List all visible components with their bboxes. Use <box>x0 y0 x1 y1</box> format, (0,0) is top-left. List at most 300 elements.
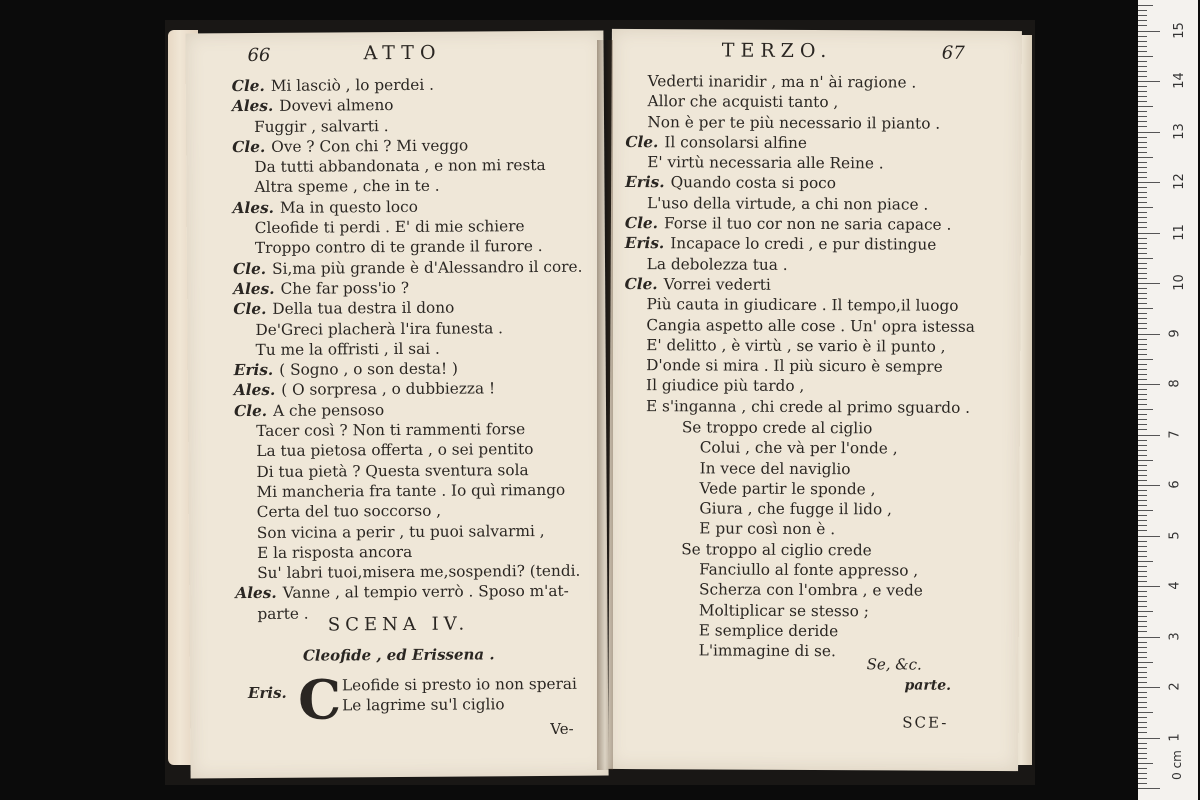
verse-line <box>625 193 976 215</box>
ruler-number: 8 <box>1167 379 1183 388</box>
ruler-tick <box>1138 621 1147 622</box>
ruler-tick <box>1138 76 1147 77</box>
ruler-tick <box>1138 515 1147 516</box>
speaker-label: Cle. <box>624 214 659 233</box>
verse-line <box>625 172 976 194</box>
verse-text: Tacer così ? Non ti rammenti forse <box>256 420 526 441</box>
ruler-tick <box>1138 334 1160 335</box>
ruler-tick <box>1138 707 1147 708</box>
ruler-tick <box>1138 5 1153 6</box>
right-page-number: 67 <box>941 42 965 64</box>
ruler-tick <box>1138 71 1147 72</box>
ruler-tick <box>1138 91 1147 92</box>
ruler-tick <box>1138 121 1147 122</box>
ruler-tick <box>1138 753 1147 754</box>
verse-text: Che far poss'io ? <box>280 278 410 298</box>
aria-line: E semplice deride <box>698 621 839 641</box>
verse-text: Non è per te più necessario il pianto . <box>647 112 941 133</box>
speaker-label: Eris. <box>625 173 665 192</box>
verse-line <box>624 375 975 397</box>
ruler-tick <box>1138 308 1153 309</box>
speaker-label: Eris. <box>624 234 665 253</box>
ruler-tick <box>1138 429 1147 430</box>
left-page <box>185 31 608 779</box>
ruler-tick <box>1138 364 1147 365</box>
ruler-tick <box>1138 349 1147 350</box>
scene-line: Le lagrime su'l ciglio <box>342 695 505 715</box>
ruler-tick <box>1138 642 1147 643</box>
verse-line <box>625 132 976 154</box>
ruler-tick <box>1138 187 1147 188</box>
verse-line <box>232 114 581 137</box>
ruler-tick <box>1138 217 1147 218</box>
scene-speaker: Eris. <box>247 683 287 703</box>
ruler-number: 15 <box>1171 21 1187 39</box>
speaker-label: Ales. <box>235 584 277 603</box>
aria-line: Vede partir le sponde , <box>699 479 876 499</box>
ruler-tick <box>1138 773 1147 774</box>
ruler-tick <box>1138 46 1147 47</box>
verse-line <box>234 419 583 442</box>
verse-text: Si,ma più grande è d'Alessandro il core. <box>272 257 583 278</box>
ruler-tick <box>1138 268 1147 269</box>
verse-text: E' delitto , è virtù , se vario è il punto , <box>646 335 946 356</box>
ruler-tick <box>1138 626 1147 627</box>
verse-line <box>234 358 583 381</box>
ruler-tick <box>1138 611 1153 612</box>
ruler-tick <box>1138 399 1147 400</box>
ruler-tick <box>1138 379 1147 380</box>
ruler-tick <box>1138 727 1147 728</box>
ruler-tick <box>1138 455 1147 456</box>
ruler-tick <box>1138 778 1147 779</box>
ruler-tick <box>1138 41 1147 42</box>
verse-line <box>233 297 582 320</box>
ruler-tick <box>1138 31 1160 32</box>
ruler-tick <box>1138 303 1147 304</box>
ruler-tick <box>1138 263 1147 264</box>
verse-text: Quando costa si poco <box>670 173 837 193</box>
ruler-tick <box>1138 551 1147 552</box>
ruler-tick <box>1138 677 1147 678</box>
left-running-header: ATTO <box>363 41 442 65</box>
ruler-tick <box>1138 132 1160 133</box>
ruler-tick <box>1138 480 1147 481</box>
verse-text: Certa del tuo soccorso , <box>256 501 442 522</box>
ruler-tick <box>1138 172 1147 173</box>
verse-line <box>626 91 977 113</box>
verse-line <box>235 561 584 584</box>
ruler-tick <box>1138 788 1160 789</box>
ruler-tick <box>1138 783 1147 784</box>
ruler-tick <box>1138 667 1147 668</box>
ruler-tick <box>1138 596 1147 597</box>
ruler-tick <box>1138 197 1147 198</box>
ruler-tick <box>1138 561 1153 562</box>
verse-text: E s'inganna , chi crede al primo sguardo . <box>645 396 971 417</box>
aria-line: Se troppo al ciglio crede <box>681 540 872 560</box>
verse-text: La tua pietosa offerta , o sei pentito <box>256 440 534 461</box>
verse-text: D'onde si mira . Il più sicuro è sempre <box>646 356 943 376</box>
ruler-tick <box>1138 536 1160 537</box>
verse-line <box>233 256 582 279</box>
ruler-tick <box>1138 445 1147 446</box>
ruler-tick <box>1138 616 1147 617</box>
ruler-tick <box>1138 96 1147 97</box>
verse-text: Mi lasciò , lo perdei . <box>270 75 435 95</box>
ruler-tick <box>1138 66 1147 67</box>
left-catchword: Ve- <box>550 719 574 738</box>
ruler-tick <box>1138 182 1160 183</box>
ruler-tick <box>1138 369 1147 370</box>
ruler-tick <box>1138 278 1147 279</box>
speaker-label: Cle. <box>624 274 658 294</box>
ruler-tick <box>1138 652 1147 653</box>
ruler-number: 4 <box>1167 581 1183 590</box>
ruler-tick <box>1138 222 1147 223</box>
ruler-tick <box>1138 763 1153 764</box>
verse-line <box>624 396 975 418</box>
verse-line <box>625 152 976 174</box>
verse-line <box>234 378 583 401</box>
verse-line <box>235 500 584 523</box>
ruler-tick <box>1138 86 1147 87</box>
ruler-tick <box>1138 25 1147 26</box>
ruler-tick <box>1138 404 1147 405</box>
ruler-tick <box>1138 192 1147 193</box>
ruler-tick <box>1138 142 1147 143</box>
verse-text: Il consolarsi alfine <box>664 133 807 152</box>
verse-line <box>234 439 583 462</box>
ruler-tick <box>1138 525 1147 526</box>
verse-text: E la risposta ancora <box>256 542 413 562</box>
scene-title: SCENA IV. <box>327 613 470 636</box>
ruler-tick <box>1138 586 1160 587</box>
ruler-tick <box>1138 101 1147 102</box>
ruler-tick <box>1138 732 1147 733</box>
ruler-tick <box>1138 450 1147 451</box>
ruler-tick <box>1138 248 1147 249</box>
verse-text: Ma in questo loco <box>279 197 418 217</box>
ruler-tick <box>1138 591 1147 592</box>
ruler-tick <box>1138 520 1147 521</box>
ruler-tick <box>1138 475 1147 476</box>
ruler-number: 1 <box>1167 732 1183 742</box>
book-gutter <box>597 40 613 770</box>
ruler-tick <box>1138 238 1147 239</box>
drop-cap: C <box>297 667 342 732</box>
ruler-tick <box>1138 10 1147 11</box>
speaker-label: Cle. <box>231 76 265 96</box>
ruler-tick <box>1138 384 1160 385</box>
aria-line: Se troppo crede al ciglio <box>681 418 873 438</box>
speaker-label: Cle. <box>232 259 267 278</box>
ruler-tick <box>1138 465 1147 466</box>
ruler-tick <box>1138 702 1147 703</box>
ruler-tick <box>1138 339 1147 340</box>
right-catchword: SCE- <box>902 713 949 732</box>
verse-text: Cleofide ti perdi . E' di mie schiere <box>254 217 525 238</box>
speaker-label: Ales. <box>232 198 275 217</box>
verse-line <box>233 317 582 340</box>
ruler-tick <box>1138 631 1147 632</box>
verse-line <box>234 459 583 482</box>
aria-line: L'immagine di se. <box>698 641 836 661</box>
verse-text: Su' labri tuoi,misera me,sospendi? (tendi. <box>257 561 581 583</box>
ruler-tick <box>1138 298 1147 299</box>
ruler-unit-label: 0 cm <box>1169 750 1184 780</box>
verse-text: ( O sorpresa , o dubbiezza ! <box>281 379 496 400</box>
ruler-tick <box>1138 359 1153 360</box>
ruler-tick <box>1138 20 1147 21</box>
verse-line <box>625 254 976 276</box>
ruler-number: 11 <box>1171 223 1187 241</box>
ruler-tick <box>1138 571 1147 572</box>
ruler-number: 10 <box>1171 274 1187 291</box>
ruler-tick <box>1138 243 1147 244</box>
verse-text: Incapace lo credi , e pur distingue <box>670 234 937 255</box>
verse-text: Tu me la offristi , il sai . <box>255 339 440 359</box>
verse-text: Vanne , al tempio verrò . Sposo m'at- <box>282 582 569 603</box>
ruler-tick <box>1138 748 1147 749</box>
aria-block <box>681 417 924 662</box>
verse-line <box>624 294 975 316</box>
verse-line <box>233 195 582 218</box>
verse-line <box>625 213 976 235</box>
ruler-tick <box>1138 743 1147 744</box>
aria-line: Fanciullo al fonte appresso , <box>699 560 919 580</box>
ruler-tick <box>1138 116 1147 117</box>
right-running-header: TERZO. <box>721 39 833 63</box>
ruler-tick <box>1138 566 1147 567</box>
ruler-tick <box>1138 672 1147 673</box>
verse-text: ( Sogno , o son desta! ) <box>279 359 459 379</box>
aria-line: Moltiplicar se stesso ; <box>698 601 869 620</box>
verse-text: Vederti inaridir , ma n' ài ragione . <box>647 72 917 92</box>
ruler-number: 7 <box>1167 429 1183 439</box>
ruler-tick <box>1138 460 1153 461</box>
ruler-tick <box>1138 768 1147 769</box>
verse-text: Vorrei vederti <box>663 275 771 294</box>
verse-line <box>235 581 584 604</box>
aria-end: Se, &c. <box>866 655 922 674</box>
verse-line <box>235 541 584 564</box>
ruler-tick <box>1138 637 1160 638</box>
verse-text: Dovevi almeno <box>279 96 394 116</box>
ruler-tick <box>1138 162 1147 163</box>
ruler-number: 2 <box>1167 682 1183 691</box>
ruler-tick <box>1138 273 1147 274</box>
verse-text: Il giudice più tardo , <box>646 376 805 396</box>
speaker-label: Ales. <box>233 381 276 400</box>
ruler-tick <box>1138 323 1147 324</box>
ruler-tick <box>1138 485 1160 486</box>
ruler-tick <box>1138 687 1160 688</box>
verse-line <box>624 315 975 337</box>
ruler-tick <box>1138 662 1153 663</box>
ruler-tick <box>1138 56 1153 57</box>
ruler-tick <box>1138 657 1147 658</box>
verse-line <box>233 216 582 239</box>
ruler-number: 14 <box>1171 72 1187 89</box>
verse-text: Fuggir , salvarti . <box>253 116 389 136</box>
ruler-tick <box>1138 500 1147 501</box>
speaker-label: Cle. <box>233 300 267 319</box>
speaker-label: Cle. <box>232 137 266 157</box>
ruler-number: 3 <box>1167 631 1183 641</box>
ruler-tick <box>1138 581 1147 582</box>
ruler-tick <box>1138 283 1160 284</box>
measurement-ruler <box>1138 0 1198 800</box>
ruler-tick <box>1138 414 1147 415</box>
ruler-tick <box>1138 717 1147 718</box>
ruler-tick <box>1138 157 1153 158</box>
ruler-tick <box>1138 147 1147 148</box>
ruler-tick <box>1138 344 1147 345</box>
aria-line: In vece del naviglio <box>699 458 851 478</box>
verse-line <box>233 236 582 259</box>
verse-line <box>235 480 584 503</box>
ruler-tick <box>1138 126 1147 127</box>
verse-text: Altra speme , che in te . <box>254 177 440 197</box>
verse-line <box>624 335 975 357</box>
ruler-number: 5 <box>1167 530 1183 540</box>
verse-line <box>232 175 581 198</box>
ruler-tick <box>1138 207 1153 208</box>
right-text-block <box>624 71 976 418</box>
ruler-tick <box>1138 111 1147 112</box>
ruler-number: 12 <box>1171 173 1187 190</box>
verse-line <box>232 74 581 97</box>
ruler-tick <box>1138 505 1147 506</box>
scene-line: Leofide si presto io non sperai <box>341 674 577 695</box>
ruler-tick <box>1138 712 1153 713</box>
ruler-tick <box>1138 177 1147 178</box>
ruler-tick <box>1138 601 1147 602</box>
ruler-tick <box>1138 15 1147 16</box>
ruler-tick <box>1138 61 1147 62</box>
verse-text: Di tua pietà ? Questa sventura sola <box>256 460 529 481</box>
ruler-number: 13 <box>1171 122 1187 140</box>
verse-text: Cangia aspetto alle cose . Un' opra istessa <box>646 315 975 336</box>
ruler-tick <box>1138 152 1147 153</box>
ruler-tick <box>1138 328 1147 329</box>
verse-text: Son vicina a perir , tu puoi salvarmi , <box>256 521 545 542</box>
ruler-tick <box>1138 697 1147 698</box>
verse-text: E' virtù necessaria alle Reine . <box>647 153 884 173</box>
verse-text: Da tutti abbandonata , e non mi resta <box>254 156 546 177</box>
left-text-block <box>232 74 585 624</box>
right-page <box>608 29 1022 771</box>
ruler-tick <box>1138 106 1153 107</box>
ruler-tick <box>1138 530 1147 531</box>
scene-text-block <box>342 674 577 716</box>
ruler-tick <box>1138 389 1147 390</box>
ruler-tick <box>1138 682 1147 683</box>
verse-line <box>235 520 584 543</box>
verse-line <box>234 398 583 421</box>
aria-line: E pur così non è . <box>699 519 836 539</box>
verse-text: De'Greci placherà l'ira funesta . <box>255 318 504 339</box>
verse-text: Più cauta in giudicare . Il tempo,il luogo <box>646 295 959 316</box>
verse-line <box>232 135 581 158</box>
ruler-tick <box>1138 510 1153 511</box>
verse-text: La debolezza tua . <box>646 254 788 274</box>
ruler-tick <box>1138 374 1147 375</box>
ruler-tick <box>1138 288 1147 289</box>
ruler-tick <box>1138 419 1147 420</box>
verse-line <box>232 155 581 178</box>
ruler-tick <box>1138 546 1147 547</box>
ruler-tick <box>1138 440 1147 441</box>
ruler-tick <box>1138 409 1153 410</box>
ruler-tick <box>1138 81 1160 82</box>
ruler-tick <box>1138 293 1147 294</box>
speaker-label: Cle. <box>233 401 268 420</box>
ruler-tick <box>1138 227 1147 228</box>
scene-characters: Cleofide , ed Erissena . <box>302 645 495 665</box>
verse-text: Mi mancheria fra tante . Io quì rimango <box>256 480 566 501</box>
ruler-tick <box>1138 576 1147 577</box>
ruler-tick <box>1138 556 1147 557</box>
verse-text: Della tua destra il dono <box>272 298 455 319</box>
ruler-tick <box>1138 470 1147 471</box>
speaker-label: Cle. <box>625 132 659 152</box>
exit-direction: parte. <box>904 677 952 694</box>
verse-line <box>232 94 581 117</box>
verse-text: L'uso della virtude, a chi non piace . <box>646 193 929 214</box>
speaker-label: Eris. <box>233 361 274 380</box>
verse-text: Allor che acquisti tanto , <box>647 92 839 112</box>
verse-line <box>233 277 582 300</box>
ruler-tick <box>1138 490 1147 491</box>
verse-text: parte . <box>257 604 309 623</box>
ruler-tick <box>1138 318 1147 319</box>
aria-line: Giura , che fugge il lido , <box>699 499 892 519</box>
ruler-tick <box>1138 394 1147 395</box>
ruler-tick <box>1138 354 1147 355</box>
ruler-tick <box>1138 258 1153 259</box>
ruler-tick <box>1138 167 1147 168</box>
ruler-number: 9 <box>1167 328 1183 338</box>
ruler-tick <box>1138 692 1147 693</box>
ruler-tick <box>1138 758 1147 759</box>
verse-line <box>625 233 976 255</box>
ruler-number: 6 <box>1167 480 1183 489</box>
speaker-label: Ales. <box>233 279 275 299</box>
ruler-tick <box>1138 137 1147 138</box>
aria-line: Colui , che và per l'onde , <box>699 438 898 458</box>
aria-line: Scherza con l'ombra , e vede <box>698 580 923 600</box>
left-page-number: 66 <box>247 44 271 67</box>
ruler-tick <box>1138 313 1147 314</box>
ruler-tick <box>1138 253 1147 254</box>
ruler-tick <box>1138 212 1147 213</box>
ruler-tick <box>1138 435 1160 436</box>
verse-text: Forse il tuo cor non ne saria capace . <box>663 214 952 234</box>
ruler-tick <box>1138 647 1147 648</box>
ruler-tick <box>1138 738 1160 739</box>
verse-line <box>625 112 976 134</box>
ruler-tick <box>1138 233 1160 234</box>
speaker-label: Ales. <box>231 97 274 116</box>
ruler-tick <box>1138 541 1147 542</box>
ruler-tick <box>1138 495 1147 496</box>
ruler-tick <box>1138 202 1147 203</box>
verse-text: A che pensoso <box>273 400 385 420</box>
ruler-tick <box>1138 51 1147 52</box>
ruler-tick <box>1138 722 1147 723</box>
